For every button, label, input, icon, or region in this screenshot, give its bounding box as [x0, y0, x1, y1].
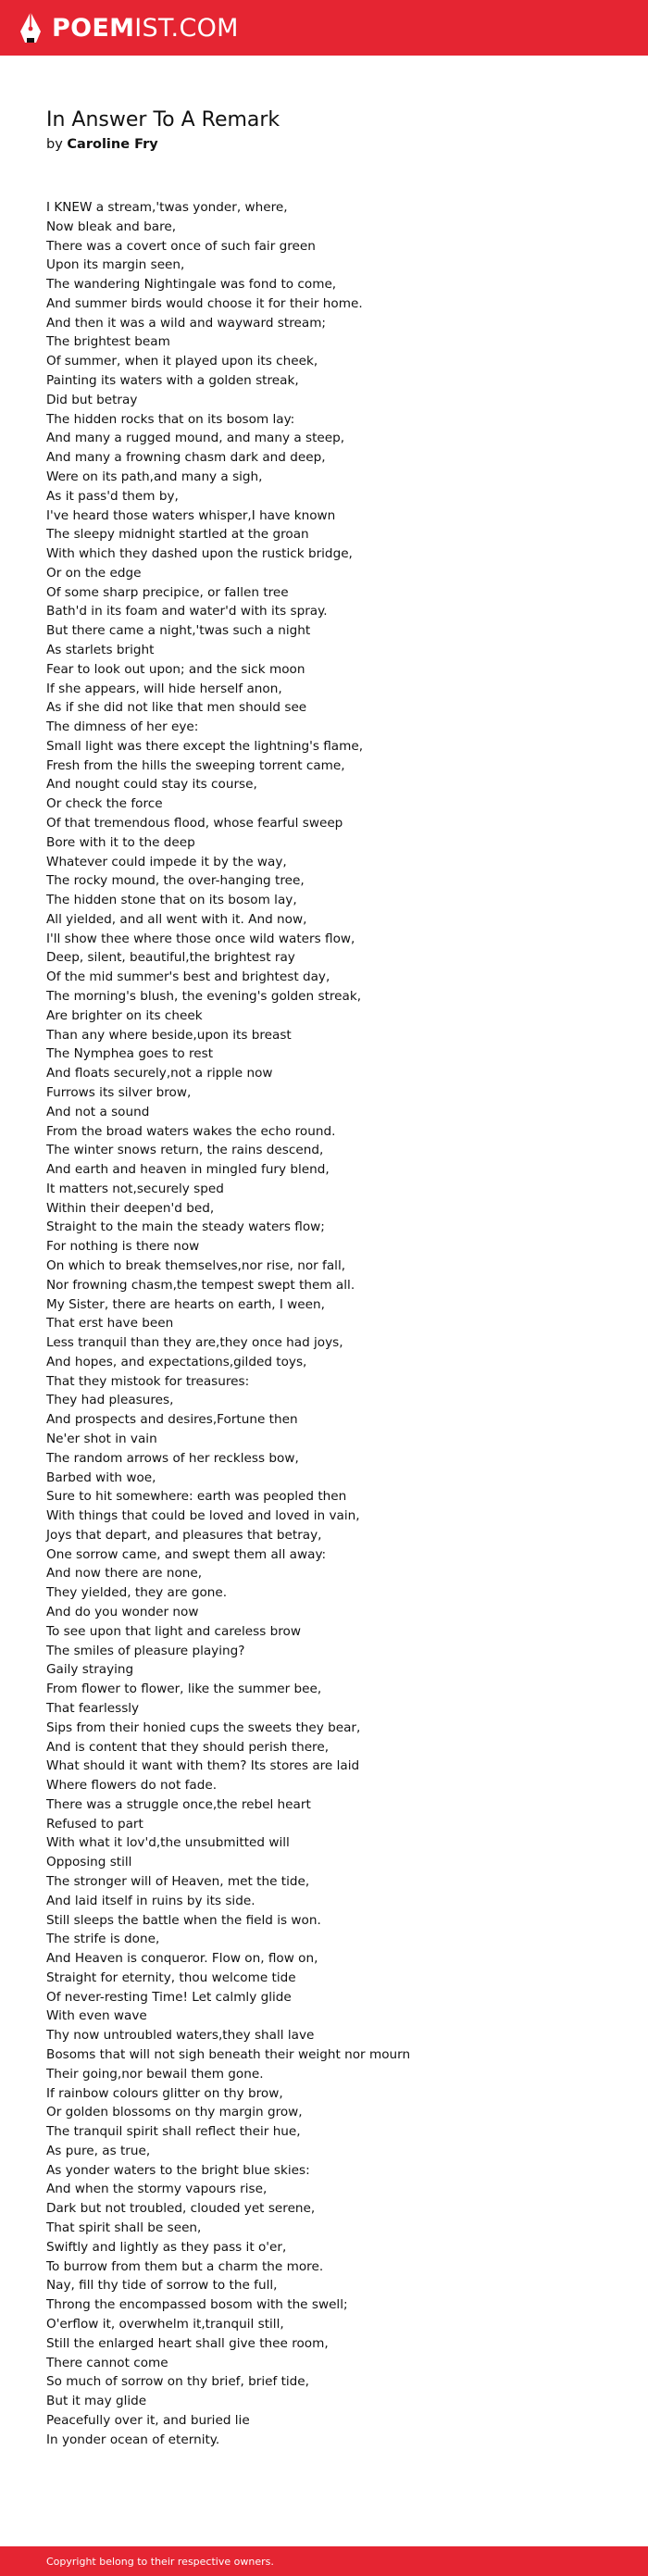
poem-line: Are brighter on its cheek: [46, 1007, 203, 1023]
poem-line: That fearlessly: [46, 1700, 140, 1716]
poem-line: Opposing still: [46, 1855, 132, 1870]
poem-line: There was a covert once of such fair green: [46, 238, 316, 254]
poem-line: In yonder ocean of eternity.: [46, 2432, 220, 2447]
poem-line: And hopes, and expectations,gilded toys,: [46, 1354, 307, 1369]
poem-line: Joys that depart, and pleasures that betray,: [46, 1527, 322, 1543]
poem-line: And summer birds would choose it for their home.: [46, 295, 363, 311]
poem-line: Or golden blossoms on thy margin grow,: [46, 2105, 303, 2120]
poem-line: As if she did not like that men should see: [46, 700, 307, 716]
poem-line: With what it lov'd,the unsubmitted will: [46, 1835, 290, 1851]
poem-line: I'll show thee where those once wild waters flow,: [46, 931, 355, 946]
poem-line: Still sleeps the battle when the field is won.: [46, 1912, 321, 1928]
poem-body: [46, 198, 602, 2449]
poem-line: Gaily straying: [46, 1662, 134, 1678]
by-label: by: [46, 137, 63, 152]
poem-line: Of some sharp precipice, or fallen tree: [46, 584, 289, 600]
copyright-notice: Copyright belong to their respective owners.: [46, 2555, 274, 2568]
poem-line: Or on the edge: [46, 565, 142, 581]
poem-line: Upon its margin seen,: [46, 257, 185, 273]
quill-pen-nib-icon: [19, 11, 43, 44]
poem-line: And is content that they should perish there,: [46, 1739, 330, 1755]
poem-line: If rainbow colours glitter on thy brow,: [46, 2085, 283, 2101]
poem-line: And do you wonder now: [46, 1605, 199, 1620]
poem-title: In Answer To A Remark: [46, 108, 280, 131]
site-footer: [0, 2546, 648, 2576]
poem-line: The wandering Nightingale was fond to come,: [46, 277, 337, 293]
poem-line: As it pass'd them by,: [46, 488, 179, 504]
poem-line: And when the stormy vapours rise,: [46, 2182, 268, 2197]
poem-line: I KNEW a stream,'twas yonder, where,: [46, 200, 288, 215]
poem-line: The random arrows of her reckless bow,: [46, 1450, 299, 1466]
poem-line: Still the enlarged heart shall give thee room,: [46, 2335, 329, 2351]
poem-line: The hidden rocks that on its bosom lay:: [46, 411, 295, 427]
poem-line: Now bleak and bare,: [46, 219, 177, 234]
poem-line: Of summer, when it played upon its cheek,: [46, 354, 318, 369]
poem-line: That erst have been: [46, 1316, 174, 1332]
poem-line: The strife is done,: [46, 1932, 160, 1947]
poem-line: To burrow from them but a charm the more.: [46, 2258, 324, 2274]
poem-line: Ne'er shot in vain: [46, 1432, 157, 1446]
poem-line: Small light was there except the lightning's flame,: [46, 738, 364, 754]
poem-line: The tranquil spirit shall reflect their hue,: [46, 2124, 301, 2140]
poem-line: And prospects and desires,Fortune then: [46, 1412, 298, 1428]
poem-line: The morning's blush, the evening's golden streak,: [46, 989, 362, 1005]
poem-content: [46, 107, 602, 2449]
poem-line: Of never-resting Time! Let calmly glide: [46, 1989, 292, 2005]
poem-line: That they mistook for treasures:: [46, 1373, 250, 1389]
poem-line: So much of sorrow on thy brief, brief tide,: [46, 2374, 309, 2390]
poem-line: If she appears, will hide herself anon,: [46, 681, 282, 696]
poem-line: I've heard those waters whisper,I have known: [46, 507, 336, 523]
poem-line: They had pleasures,: [46, 1393, 174, 1408]
poem-line: Bosoms that will not sigh beneath their weight nor mourn: [46, 2047, 411, 2062]
poem-line: Straight for eternity, thou welcome tide: [46, 1970, 296, 1985]
poem-line: Or check the force: [46, 796, 163, 812]
poem-line: The smiles of pleasure playing?: [46, 1643, 245, 1658]
poem-line: Bath'd in its foam and water'd with its spray.: [46, 604, 328, 619]
poem-line: As pure, as true,: [46, 2143, 151, 2158]
poem-line: From the broad waters wakes the echo round.: [46, 1123, 336, 1139]
poem-line: And Heaven is conqueror. Flow on, flow on,: [46, 1951, 318, 1967]
poem-line: Furrows its silver brow,: [46, 1084, 192, 1100]
poem-line: Nay, fill thy tide of sorrow to the full,: [46, 2278, 278, 2294]
poem-line: Swiftly and lightly as they pass it o'er,: [46, 2239, 287, 2255]
poem-line: Throng the encompassed bosom with the swell;: [46, 2297, 348, 2313]
poem-line: Than any where beside,upon its breast: [46, 1027, 292, 1043]
poem-byline: [46, 135, 602, 154]
poem-line: Deep, silent, beautiful,the brightest ray: [46, 950, 295, 966]
poem-line: But it may glide: [46, 2394, 147, 2409]
poem-line: Less tranquil than they are,they once had joys,: [46, 1335, 343, 1351]
poem-line: Bore with it to the deep: [46, 834, 195, 850]
poem-line: Sips from their honied cups the sweets they bear,: [46, 1719, 361, 1735]
poem-line: The sleepy midnight startled at the groan: [46, 527, 309, 543]
poem-line: The stronger will of Heaven, met the tide,: [46, 1873, 310, 1889]
poem-line: Of that tremendous flood, whose fearful sweep: [46, 816, 343, 831]
logo-text-light: IST.COM: [134, 13, 239, 43]
poem-line: There was a struggle once,the rebel heart: [46, 1796, 311, 1812]
poem-line: And nought could stay its course,: [46, 777, 257, 793]
poem-line: And earth and heaven in mingled fury blend,: [46, 1162, 330, 1178]
logo-wordmark: [52, 13, 239, 43]
site-logo-link[interactable]: [19, 11, 239, 44]
poem-line: The winter snows return, the rains descend,: [46, 1143, 324, 1158]
poem-line: The brightest beam: [46, 334, 170, 350]
poem-line: For nothing is there now: [46, 1239, 200, 1255]
poem-line: And many a frowning chasm dark and deep,: [46, 450, 326, 466]
poem-line: My Sister, there are hearts on earth, I ween,: [46, 1296, 325, 1312]
poem-line: Peacefully over it, and buried lie: [46, 2412, 250, 2428]
poem-line: Straight to the main the steady waters flow;: [46, 1219, 325, 1235]
poem-line: Of the mid summer's best and brightest day,: [46, 969, 330, 985]
poem-line: From flower to flower, like the summer bee,: [46, 1682, 322, 1697]
poem-line: One sorrow came, and swept them all away:: [46, 1546, 327, 1562]
poem-line: And many a rugged mound, and many a steep,: [46, 431, 345, 446]
poem-line: That spirit shall be seen,: [46, 2220, 202, 2236]
poem-line: What should it want with them? Its stores are laid: [46, 1758, 360, 1774]
poem-line: And now there are none,: [46, 1566, 203, 1582]
poem-line: There cannot come: [46, 2355, 168, 2370]
poem-line: The dimness of her eye:: [46, 719, 199, 735]
poem-line: Did but betray: [46, 392, 138, 407]
poem-line: But there came a night,'twas such a night: [46, 623, 311, 639]
logo-text-bold: POEM: [52, 13, 135, 43]
poem-line: They yielded, they are gone.: [46, 1585, 228, 1601]
poem-line: And laid itself in ruins by its side.: [46, 1893, 255, 1908]
poem-line: And then it was a wild and wayward stream;: [46, 315, 327, 331]
poem-line: O'erflow it, overwhelm it,tranquil still,: [46, 2316, 284, 2332]
author-link[interactable]: Caroline Fry: [67, 137, 158, 152]
site-header: [0, 0, 648, 56]
poem-line: And floats securely,not a ripple now: [46, 1066, 273, 1082]
poem-line: With even wave: [46, 2008, 147, 2024]
poem-line: The rocky mound, the over-hanging tree,: [46, 873, 305, 889]
poem-line: As yonder waters to the bright blue skies:: [46, 2162, 310, 2178]
poem-line: On which to break themselves,nor rise, nor fall,: [46, 1257, 346, 1273]
poem-line: Painting its waters with a golden streak,: [46, 373, 299, 389]
poem-line: The Nymphea goes to rest: [46, 1046, 214, 1062]
poem-line: It matters not,securely sped: [46, 1181, 224, 1196]
poem-line: Within their deepen'd bed,: [46, 1200, 215, 1216]
poem-line: The hidden stone that on its bosom lay,: [46, 893, 297, 908]
poem-line: Barbed with woe,: [46, 1469, 156, 1485]
poem-line: Dark but not troubled, clouded yet serene,: [46, 2201, 316, 2217]
poem-line: Thy now untroubled waters,they shall lave: [46, 2028, 315, 2044]
poem-line: To see upon that light and careless brow: [46, 1623, 301, 1639]
poem-line: Refused to part: [46, 1816, 143, 1832]
poem-line: Sure to hit somewhere: earth was peopled then: [46, 1489, 347, 1505]
poem-line: Fresh from the hills the sweeping torrent came,: [46, 757, 345, 773]
poem-line: Whatever could impede it by the way,: [46, 854, 287, 869]
poem-line: With things that could be loved and loved in vain,: [46, 1508, 360, 1524]
poem-line: All yielded, and all went with it. And now,: [46, 911, 307, 927]
poem-line: Where flowers do not fade.: [46, 1778, 218, 1794]
poem-line: Were on its path,and many a sigh,: [46, 469, 263, 484]
poem-line: Nor frowning chasm,the tempest swept them all.: [46, 1277, 355, 1293]
poem-line: As starlets bright: [46, 642, 155, 657]
poem-line: Fear to look out upon; and the sick moon: [46, 661, 305, 677]
poem-line: And not a sound: [46, 1104, 150, 1119]
poem-line: Their going,nor bewail them gone.: [46, 2066, 264, 2082]
poem-line: With which they dashed upon the rustick bridge,: [46, 546, 353, 562]
